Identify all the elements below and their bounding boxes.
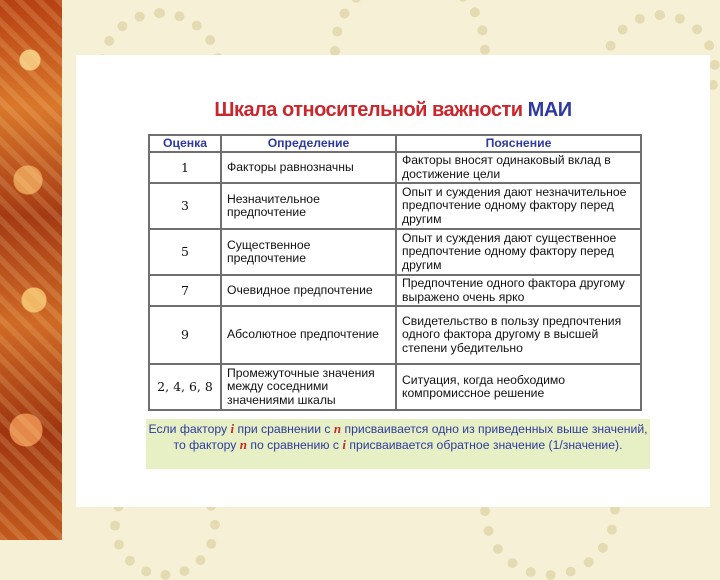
definition-cell: Факторы равнозначны	[221, 152, 396, 183]
column-header: Пояснение	[396, 135, 641, 152]
definition-cell: Очевидное предпочтение	[221, 275, 396, 306]
note-variable: i	[230, 421, 235, 436]
note-variable: n	[239, 437, 247, 452]
table-row	[149, 364, 641, 410]
explanation-cell: Факторы вносят одинаковый вклад в достижение цели	[396, 152, 641, 183]
reciprocal-rule-note	[146, 419, 650, 469]
definition-cell: Существенное предпочтение	[221, 229, 396, 275]
table-row	[149, 183, 641, 229]
table-row	[149, 306, 641, 364]
slide-content	[76, 55, 710, 507]
score-cell: 7	[149, 275, 221, 306]
note-text: по сравнению с	[247, 438, 343, 452]
score-cell: 5	[149, 229, 221, 275]
note-text: присваивается обратное значение (1/значение).	[345, 438, 623, 452]
column-header: Определение	[221, 135, 396, 152]
explanation-cell: Опыт и суждения дают существенное предпочтение одному фактору перед другим	[396, 229, 641, 275]
score-cell: 3	[149, 183, 221, 229]
decorative-side-strip	[0, 0, 62, 540]
explanation-cell: Предпочтение одного фактора другому выражено очень ярко	[396, 275, 641, 306]
score-cell: 2, 4, 6, 8	[149, 364, 221, 410]
definition-cell: Промежуточные значения между соседними значениями шкалы	[221, 364, 396, 410]
explanation-cell: Опыт и суждения дают незначительное предпочтение одному фактору перед другим	[396, 183, 641, 229]
definition-cell: Незначительное предпочтение	[221, 183, 396, 229]
definition-cell: Абсолютное предпочтение	[221, 306, 396, 364]
importance-scale-table	[148, 134, 642, 411]
column-header: Оценка	[149, 135, 221, 152]
table-header-row	[149, 135, 641, 152]
table-row	[149, 229, 641, 275]
note-text: присваивается одно из приведенных выше значений, то фактору	[173, 422, 648, 452]
note-text: Если фактору	[148, 422, 231, 436]
title-main: Шкала относительной важности	[214, 99, 523, 121]
score-cell: 9	[149, 306, 221, 364]
table-row	[149, 152, 641, 183]
page-title	[76, 99, 710, 122]
note-variable: n	[333, 421, 342, 436]
note-variable: i	[342, 437, 346, 452]
explanation-cell: Свидетельство в пользу предпочтения одного фактора другому в высшей степени убедительно	[396, 306, 641, 364]
title-abbreviation: МАИ	[527, 99, 572, 121]
explanation-cell: Ситуация, когда необходимо компромиссное решение	[396, 364, 641, 410]
note-text: при сравнении с	[234, 422, 334, 436]
table-row	[149, 275, 641, 306]
score-cell: 1	[149, 152, 221, 183]
